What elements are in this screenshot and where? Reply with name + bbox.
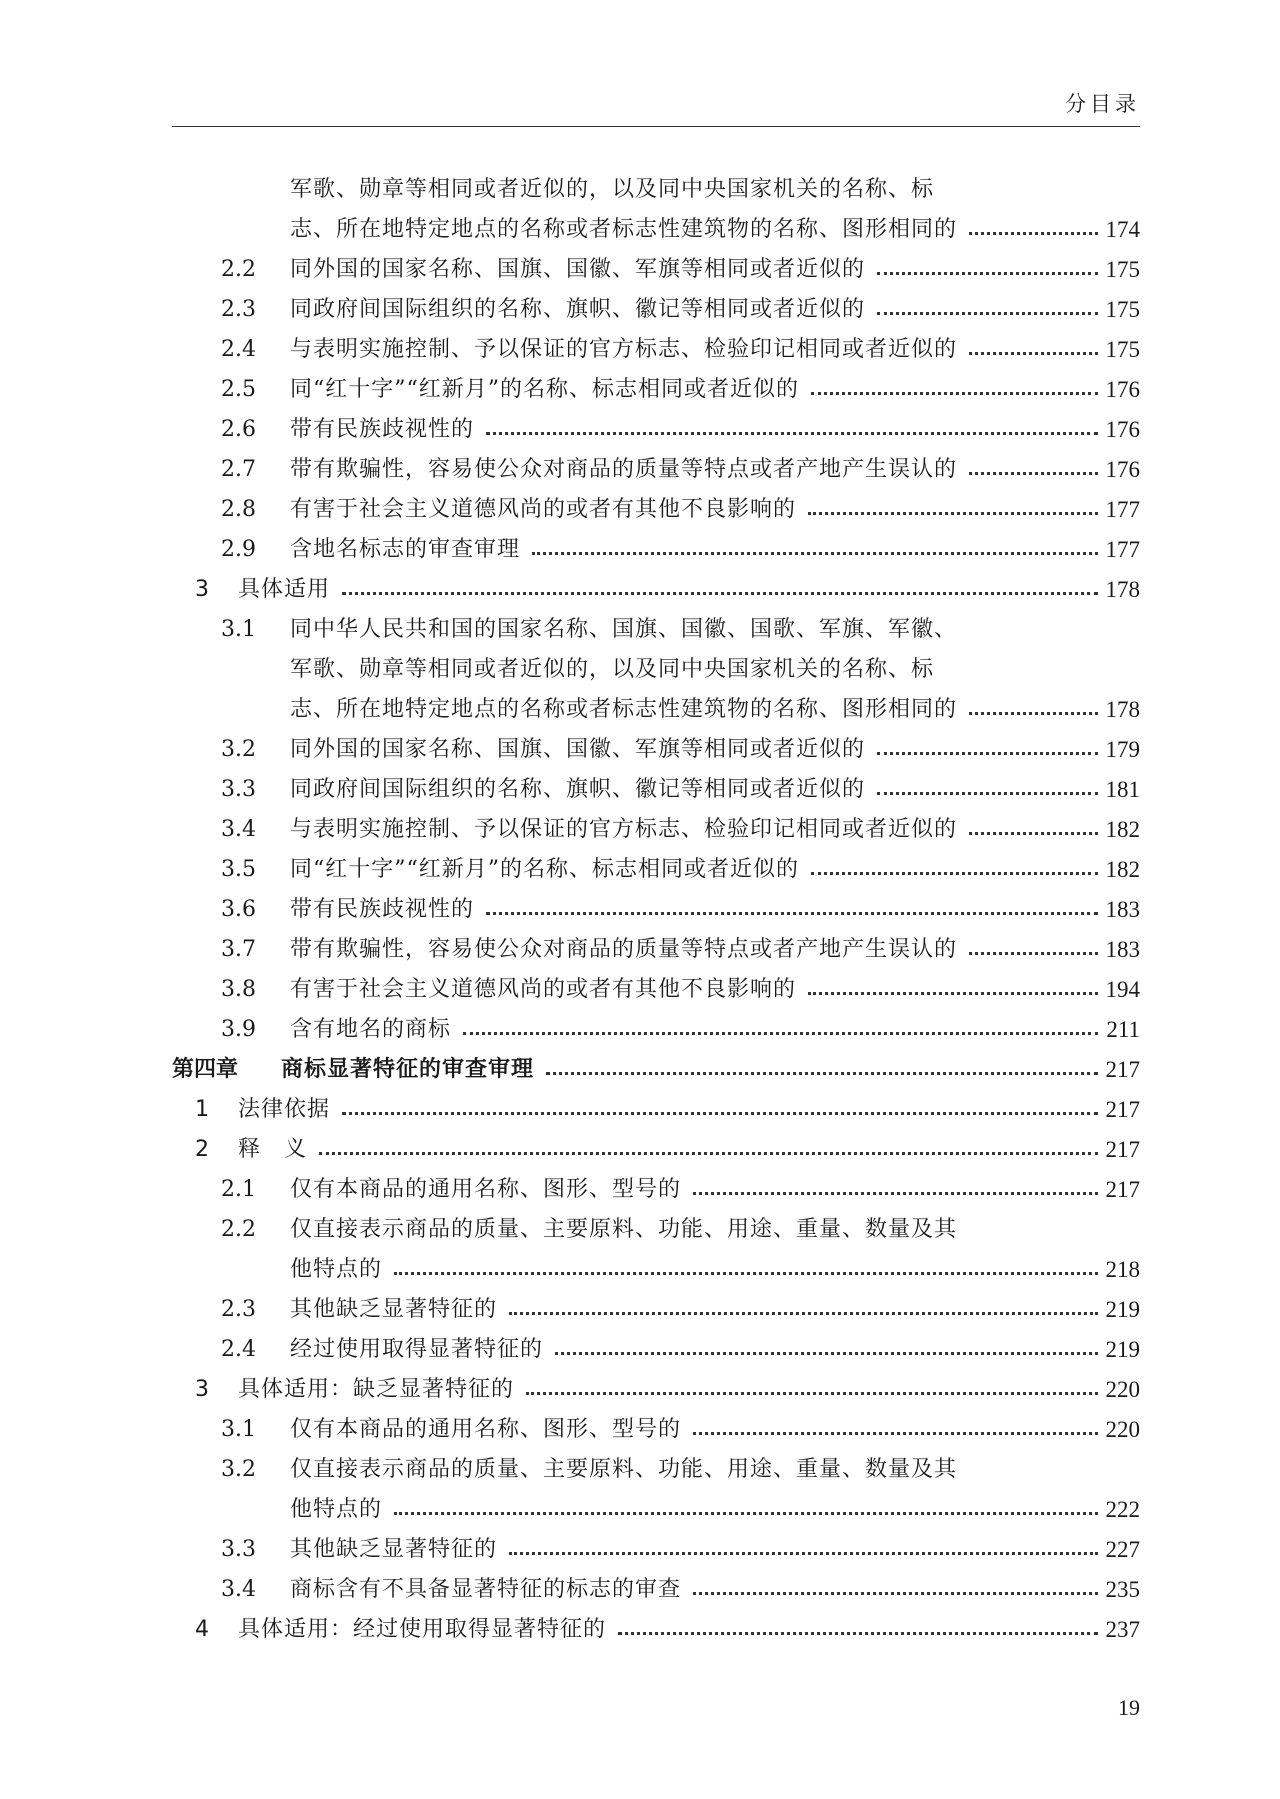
- toc-entry-page: 218: [1105, 1257, 1140, 1282]
- leader-dots: [342, 592, 1097, 595]
- toc-entry-title: 仅直接表示商品的质量、主要原料、功能、用途、重量、数量及其: [290, 1217, 958, 1242]
- toc-entry: [0, 930, 1280, 970]
- toc-entry-page: 175: [1105, 257, 1140, 282]
- toc-entry-page: 194: [1105, 977, 1140, 1002]
- toc-entry-page: 211: [1106, 1017, 1140, 1042]
- toc-entry-page: 176: [1105, 377, 1140, 402]
- toc-entry-number: 3: [195, 577, 210, 602]
- toc-entry-title: 仅有本商品的通用名称、图形、型号的: [290, 1417, 682, 1442]
- toc-entry-title: 具体适用: [238, 577, 331, 602]
- toc-entry-line: [238, 1130, 1140, 1170]
- toc-entry: [0, 490, 1280, 530]
- toc-entry-number: 3.3: [221, 777, 256, 802]
- toc-entry-title: 仅直接表示商品的质量、主要原料、功能、用途、重量、数量及其: [290, 1457, 958, 1482]
- toc-entry-title: 他特点的: [290, 1497, 383, 1522]
- leader-dots: [319, 1152, 1097, 1155]
- toc-entry: [0, 970, 1280, 1010]
- toc-entry-number: 2.1: [221, 1177, 256, 1202]
- toc-entry-number: 2.3: [221, 297, 256, 322]
- leader-dots: [877, 312, 1097, 315]
- toc-entry-page: 222: [1105, 1497, 1140, 1522]
- toc-entry-title: 具体适用：经过使用取得显著特征的: [238, 1617, 607, 1642]
- toc-entry-page: 217: [1105, 1097, 1140, 1122]
- toc-entry-line: [290, 730, 1140, 770]
- toc-entry-title: 带有民族歧视性的: [290, 417, 475, 442]
- toc-entry-line: [238, 570, 1140, 610]
- toc-entry-number: 2.5: [221, 377, 256, 402]
- toc-entry-title: 与表明实施控制、予以保证的官方标志、检验印记相同或者近似的: [290, 817, 958, 842]
- toc-entry-line: [290, 330, 1140, 370]
- leader-dots: [811, 872, 1098, 875]
- leader-dots: [486, 912, 1097, 915]
- toc-entry: [0, 370, 1280, 410]
- toc-entry-title: 释 义: [238, 1137, 308, 1162]
- leader-dots: [509, 1312, 1097, 1315]
- toc-entry-title: 志、所在地特定地点的名称或者标志性建筑物的名称、图形相同的: [290, 697, 958, 722]
- toc-entry-title: 同外国的国家名称、国旗、国徽、军旗等相同或者近似的: [290, 257, 866, 282]
- toc-entry-number: 3.7: [221, 937, 256, 962]
- toc-entry-title: 有害于社会主义道德风尚的或者有其他不良影响的: [290, 977, 797, 1002]
- toc-entry-line: [290, 210, 1140, 250]
- toc-entry-title: 具体适用：缺乏显著特征的: [238, 1377, 515, 1402]
- leader-dots: [808, 512, 1097, 515]
- toc-entry-number: 2.2: [221, 1217, 256, 1242]
- toc-entry-number: 第四章: [172, 1057, 239, 1082]
- toc-entry-line: [290, 650, 1140, 690]
- toc-entry-page: 182: [1105, 857, 1140, 882]
- toc-entry-page: 176: [1105, 417, 1140, 442]
- toc-entry-title: 同“红十字”“红新月”的名称、标志相同或者近似的: [290, 857, 799, 882]
- toc-entry-number: 3.5: [221, 857, 256, 882]
- toc-entry-title: 志、所在地特定地点的名称或者标志性建筑物的名称、图形相同的: [290, 217, 958, 242]
- leader-dots: [969, 952, 1097, 955]
- toc-entry-number: 2.2: [221, 257, 256, 282]
- toc-entry-number: 3: [195, 1377, 210, 1402]
- toc-entry-number: 2.7: [221, 457, 256, 482]
- toc-entry-line: [290, 690, 1140, 730]
- toc-entry: [0, 1570, 1280, 1610]
- toc-entry-title: 含有地名的商标: [290, 1017, 452, 1042]
- toc-entry-number: 2.3: [221, 1297, 256, 1322]
- leader-dots: [555, 1352, 1097, 1355]
- toc-entry-title: 他特点的: [290, 1257, 383, 1282]
- toc-entry-number: 3.9: [221, 1017, 256, 1042]
- leader-dots: [808, 992, 1097, 995]
- toc-entry-page: 183: [1105, 897, 1140, 922]
- toc-entry-number: 2.8: [221, 497, 256, 522]
- toc-entry-title: 带有欺骗性，容易使公众对商品的质量等特点或者产地产生误认的: [290, 937, 958, 962]
- leader-dots: [969, 232, 1097, 235]
- toc-entry-line: [290, 1570, 1140, 1610]
- toc-entry: [0, 530, 1280, 570]
- toc-entry-line: [290, 770, 1140, 810]
- toc-entry-line: [290, 1490, 1140, 1530]
- header-title: 分目录: [1065, 92, 1140, 116]
- leader-dots: [463, 1032, 1098, 1035]
- leader-dots: [693, 1432, 1097, 1435]
- toc-entry-page: 181: [1105, 777, 1140, 802]
- leader-dots: [693, 1592, 1097, 1595]
- toc-entry-title: 同“红十字”“红新月”的名称、标志相同或者近似的: [290, 377, 799, 402]
- toc-entry: [0, 1130, 1280, 1170]
- toc-entry-number: 3.1: [221, 1417, 256, 1442]
- toc-entry-number: 4: [195, 1617, 210, 1642]
- toc-entry-title: 同政府间国际组织的名称、旗帜、徽记等相同或者近似的: [290, 297, 866, 322]
- toc-entry-title: 含地名标志的审查审理: [290, 537, 521, 562]
- toc-entry-number: 2.9: [221, 537, 256, 562]
- toc-entry-title: 仅有本商品的通用名称、图形、型号的: [290, 1177, 682, 1202]
- leader-dots: [877, 792, 1097, 795]
- toc-entry-page: 178: [1105, 577, 1140, 602]
- toc-entry: [0, 210, 1280, 250]
- toc-entry: [0, 1370, 1280, 1410]
- toc-entry: [0, 1410, 1280, 1450]
- toc-entry-line: [290, 850, 1140, 890]
- toc-entry: [0, 1490, 1280, 1530]
- toc-entry-line: [290, 170, 1140, 210]
- leader-dots: [969, 712, 1097, 715]
- toc-entry-number: 3.4: [221, 1577, 256, 1602]
- toc-entry: [0, 1050, 1280, 1090]
- toc-entry: [0, 290, 1280, 330]
- toc-entry-number: 3.4: [221, 817, 256, 842]
- toc-entry-line: [290, 530, 1140, 570]
- toc-entry-line: [290, 1530, 1140, 1570]
- toc-entry: [0, 890, 1280, 930]
- leader-dots: [532, 552, 1097, 555]
- toc-entry-page: 217: [1105, 1137, 1140, 1162]
- toc-entry-line: [290, 970, 1140, 1010]
- toc-entry: [0, 650, 1280, 690]
- toc-entry: [0, 770, 1280, 810]
- toc-entry-title: 军歌、勋章等相同或者近似的，以及同中央国家机关的名称、标: [290, 657, 935, 682]
- leader-dots: [526, 1392, 1097, 1395]
- leader-dots: [877, 752, 1097, 755]
- toc-entry-title: 商标含有不具备显著特征的标志的审查: [290, 1577, 682, 1602]
- leader-dots: [811, 392, 1098, 395]
- page-number: 19: [1118, 1695, 1140, 1720]
- toc-entry-page: 237: [1105, 1617, 1140, 1642]
- leader-dots: [342, 1112, 1097, 1115]
- toc-entry-line: [238, 1370, 1140, 1410]
- toc-entry-page: 177: [1105, 537, 1140, 562]
- toc-entry: [0, 1610, 1280, 1650]
- toc-entry-line: [290, 1330, 1140, 1370]
- toc-entry-line: [290, 1010, 1140, 1050]
- toc-entry-line: [290, 1450, 1140, 1490]
- toc-entry-title: 经过使用取得显著特征的: [290, 1337, 544, 1362]
- leader-dots: [618, 1632, 1097, 1635]
- toc-entry-line: [290, 1170, 1140, 1210]
- toc-entry-line: [290, 1410, 1140, 1450]
- toc-entry-number: 3.1: [221, 617, 256, 642]
- leader-dots: [969, 352, 1097, 355]
- leader-dots: [486, 432, 1097, 435]
- toc-entry: [0, 1210, 1280, 1250]
- leader-dots: [394, 1272, 1097, 1275]
- toc-entry-title: 同中华人民共和国的国家名称、国旗、国徽、国歌、军旗、军徽、: [290, 617, 958, 642]
- toc-entry-title: 带有欺骗性，容易使公众对商品的质量等特点或者产地产生误认的: [290, 457, 958, 482]
- toc-entry: [0, 450, 1280, 490]
- leader-dots: [693, 1192, 1097, 1195]
- toc-entry: [0, 1450, 1280, 1490]
- toc-entry: [0, 690, 1280, 730]
- running-header: [172, 82, 1140, 127]
- toc-entry-line: [290, 930, 1140, 970]
- toc-entry-page: 227: [1105, 1537, 1140, 1562]
- leader-dots: [877, 272, 1097, 275]
- toc-entry-line: [238, 1090, 1140, 1130]
- toc-entry-number: 3.2: [221, 1457, 256, 1482]
- toc-entry: [0, 1290, 1280, 1330]
- toc-entry-page: 179: [1105, 737, 1140, 762]
- toc-entry-number: 2.4: [221, 1337, 256, 1362]
- toc-entry-line: [290, 1290, 1140, 1330]
- toc-entry: [0, 170, 1280, 210]
- toc-entry-number: 1: [195, 1097, 210, 1122]
- toc-entry-page: 177: [1105, 497, 1140, 522]
- toc-entry-line: [290, 890, 1140, 930]
- toc-entry: [0, 1530, 1280, 1570]
- toc-entry-line: [290, 450, 1140, 490]
- leader-dots: [969, 472, 1097, 475]
- leader-dots: [509, 1552, 1097, 1555]
- toc-entry: [0, 610, 1280, 650]
- toc-entry-title: 军歌、勋章等相同或者近似的，以及同中央国家机关的名称、标: [290, 177, 935, 202]
- toc-entry-page: 235: [1105, 1577, 1140, 1602]
- leader-dots: [546, 1072, 1097, 1075]
- toc-entry-page: 178: [1105, 697, 1140, 722]
- toc-entry-page: 175: [1105, 337, 1140, 362]
- toc-entry-page: 175: [1105, 297, 1140, 322]
- toc-entry: [0, 570, 1280, 610]
- toc-entry: [0, 1330, 1280, 1370]
- toc-entry-page: 174: [1105, 217, 1140, 242]
- toc-entry: [0, 250, 1280, 290]
- leader-dots: [394, 1512, 1097, 1515]
- toc-entry-number: 3.2: [221, 737, 256, 762]
- toc-entry-number: 3.3: [221, 1537, 256, 1562]
- toc-entry-title: 同政府间国际组织的名称、旗帜、徽记等相同或者近似的: [290, 777, 866, 802]
- toc-entry: [0, 850, 1280, 890]
- toc-entry-line: [290, 1250, 1140, 1290]
- toc-entry-title: 其他缺乏显著特征的: [290, 1537, 498, 1562]
- toc-entry-line: [290, 490, 1140, 530]
- toc-entry-title: 与表明实施控制、予以保证的官方标志、检验印记相同或者近似的: [290, 337, 958, 362]
- toc-entry-line: [290, 810, 1140, 850]
- toc-entry-number: 2.4: [221, 337, 256, 362]
- toc-entry: [0, 1170, 1280, 1210]
- toc-entry-line: [238, 1610, 1140, 1650]
- toc-entry-page: 217: [1105, 1177, 1140, 1202]
- toc-entry-page: 220: [1105, 1377, 1140, 1402]
- toc-entry-number: 2: [195, 1137, 210, 1162]
- toc-entry-page: 183: [1105, 937, 1140, 962]
- toc-entry-line: [290, 370, 1140, 410]
- toc-entry-line: [290, 250, 1140, 290]
- toc-entry: [0, 810, 1280, 850]
- toc-entry-page: 176: [1105, 457, 1140, 482]
- toc-entry-page: 219: [1105, 1297, 1140, 1322]
- toc-entry: [0, 1090, 1280, 1130]
- toc-entry-number: 3.6: [221, 897, 256, 922]
- toc-entry: [0, 730, 1280, 770]
- leader-dots: [969, 832, 1097, 835]
- toc-entry-title: 其他缺乏显著特征的: [290, 1297, 498, 1322]
- toc-entry: [0, 1010, 1280, 1050]
- toc-entry-page: 219: [1105, 1337, 1140, 1362]
- toc-entry-line: [281, 1050, 1140, 1090]
- toc-entry-title: 同外国的国家名称、国旗、国徽、军旗等相同或者近似的: [290, 737, 866, 762]
- toc-entry-line: [290, 1210, 1140, 1250]
- toc-entry-page: 217: [1105, 1057, 1140, 1082]
- toc-entry-number: 3.8: [221, 977, 256, 1002]
- toc-entry: [0, 330, 1280, 370]
- toc-entry-line: [290, 410, 1140, 450]
- toc-entry-number: 2.6: [221, 417, 256, 442]
- toc-entry: [0, 410, 1280, 450]
- toc-entry-title: 带有民族歧视性的: [290, 897, 475, 922]
- toc-entry-line: [290, 610, 1140, 650]
- toc-entry-title: 商标显著特征的审查审理: [281, 1057, 535, 1082]
- toc-entry-page: 182: [1105, 817, 1140, 842]
- toc-entry-line: [290, 290, 1140, 330]
- toc-entry-page: 220: [1105, 1417, 1140, 1442]
- toc-entry-title: 有害于社会主义道德风尚的或者有其他不良影响的: [290, 497, 797, 522]
- toc-entry: [0, 1250, 1280, 1290]
- toc-entry-title: 法律依据: [238, 1097, 331, 1122]
